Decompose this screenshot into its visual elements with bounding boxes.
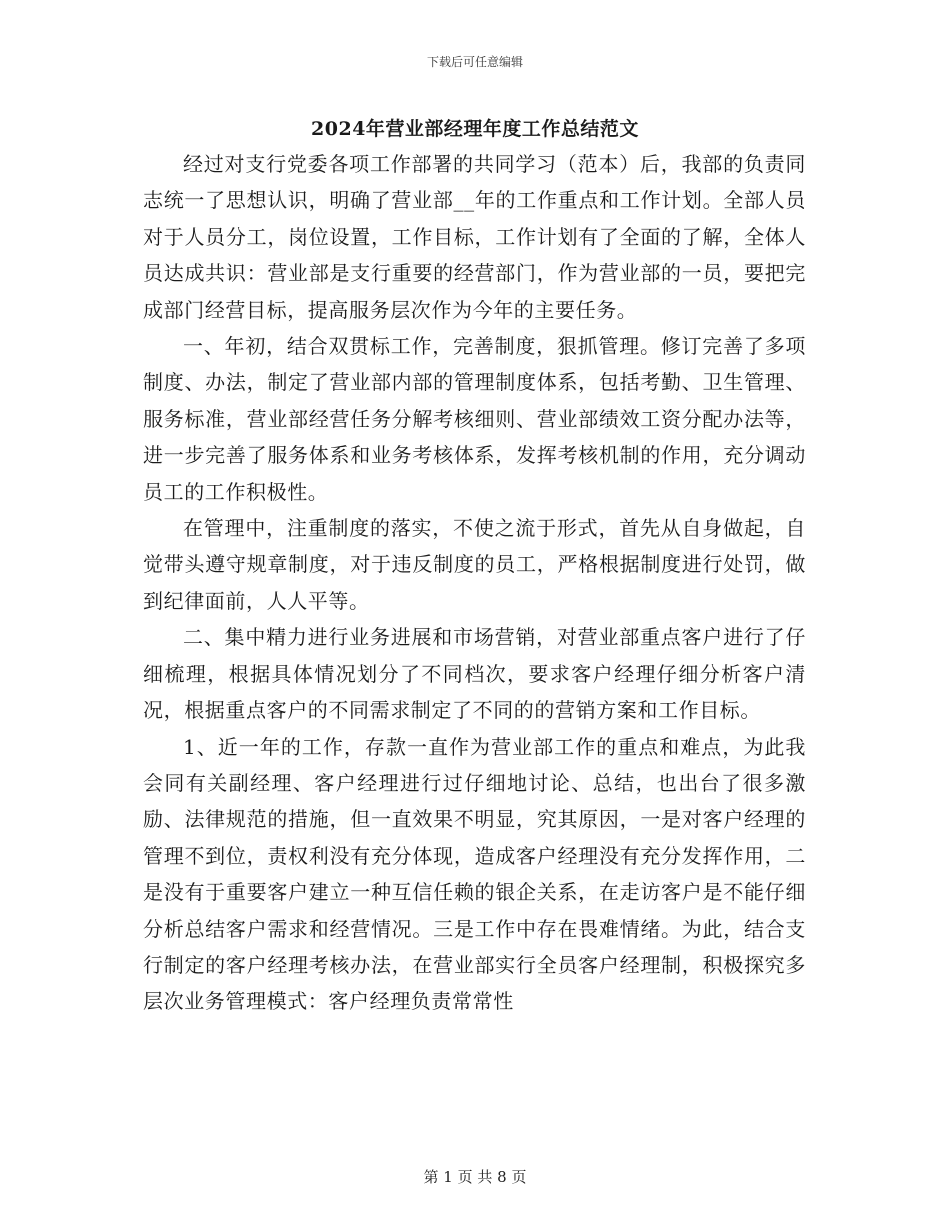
paragraph-item-1: 1、近一年的工作，存款一直作为营业部工作的重点和难点，为此我会同有关副经理、客户经理进行过仔细地讨论、总结，也出台了很多激励、法律规范的措施，但一直效果不明显，究其原因，一是对客户经理的管理不到位，责权利没有充分体现，造成客户经理没有充分发挥作用，二是没有于重要客户建立一种互信任赖的银企关系，在走访客户是不能仔细分析总结客户需求和经营情况。三是工作中存在畏难情绪。为此，结合支行制定的客户经理考核办法，在营业部实行全员客户经理制，积极探究多层次业务管理模式：客户经理负责常常性 xyxy=(143,734,806,1014)
paragraph-management: 在管理中，注重制度的落实，不使之流于形式，首先从自身做起，自觉带头遵守规章制度，对于违反制度的员工，严格根据制度进行处罚，做到纪律面前，人人平等。 xyxy=(143,516,806,613)
document-title: 2024年营业部经理年度工作总结范文 xyxy=(311,118,639,140)
header-note: 下载后可任意编辑 xyxy=(426,55,523,69)
paragraph-section-2: 二、集中精力进行业务进展和市场营销，对营业部重点客户进行了仔细梳理，根据具体情况划分了不同档次，要求客户经理仔细分析客户清况，根据重点客户的不同需求制定了不同的的营销方案和工作目标。 xyxy=(143,625,806,723)
paragraph-section-1: 一、年初，结合双贯标工作，完善制度，狠抓管理。修订完善了多项制度、办法，制定了营业部内部的管理制度体系，包括考勤、卫生管理、服务标准，营业部经营任务分解考核细则、营业部绩效工资分配办法等，进一步完善了服务体系和业务考核体系，发挥考核机制的作用，充分调动员工的工作积极性。 xyxy=(143,334,806,504)
document-body xyxy=(143,146,806,1020)
page-number: 第 1 页 共 8 页 xyxy=(423,1168,527,1186)
paragraph-intro: 经过对支行党委各项工作部署的共同学习（范本）后，我部的负责同志统一了思想认识，明确了营业部__年的工作重点和工作计划。全部人员对于人员分工，岗位设置，工作目标，工作计划有了全面的了解，全体人员达成共识：营业部是支行重要的经营部门，作为营业部的一员，要把完成部门经营目标，提高服务层次作为今年的主要任务。 xyxy=(143,152,806,322)
